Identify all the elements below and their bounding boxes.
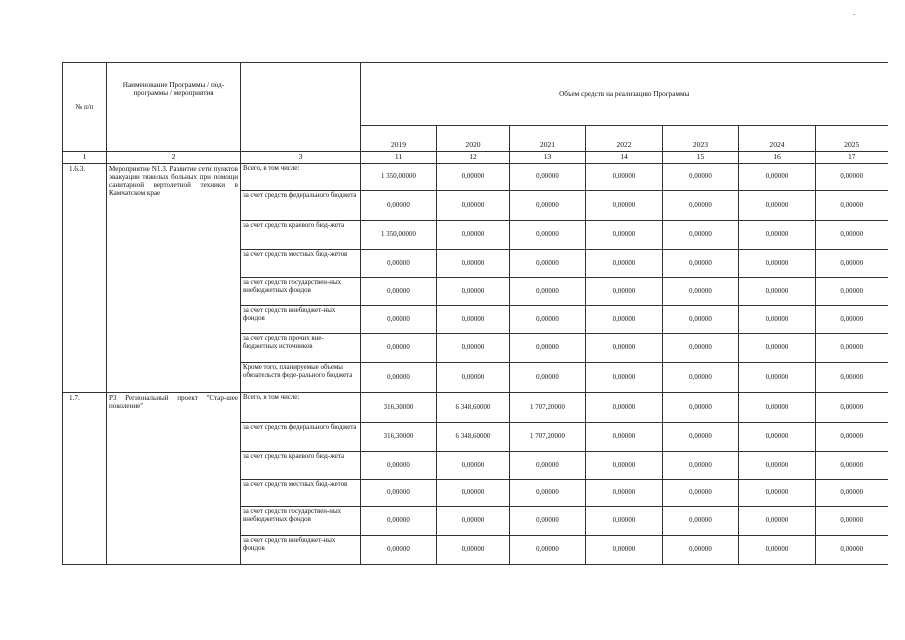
amount-2023: 0,00000 — [663, 306, 739, 334]
amount-2019: 0,00000 — [361, 334, 437, 363]
amount-2020: 0,00000 — [437, 221, 510, 250]
amount-2021: 1 707,20000 — [510, 423, 586, 452]
col-number: 13 — [510, 152, 586, 164]
funding-source: Всего, в том числе: — [241, 393, 361, 423]
amount-2023: 0,00000 — [663, 363, 739, 393]
amount-2023: 0,00000 — [663, 423, 739, 452]
amount-2023: 0,00000 — [663, 278, 739, 306]
amount-2022: 0,00000 — [586, 452, 663, 480]
amount-2020: 0,00000 — [437, 452, 510, 480]
amount-2021: 0,00000 — [510, 536, 586, 565]
amount-2022: 0,00000 — [586, 393, 663, 423]
funding-source: за счет средств федерального бюджета — [241, 191, 361, 221]
amount-2025: 0,00000 — [816, 306, 888, 334]
header-num: № п/п — [63, 63, 107, 152]
amount-2019: 316,30000 — [361, 393, 437, 423]
item-code: 1.6.3. — [63, 164, 107, 393]
amount-2022: 0,00000 — [586, 334, 663, 363]
amount-2025: 0,00000 — [816, 480, 888, 507]
funding-source: за счет средств прочих вне-бюджетных источников — [241, 334, 361, 363]
funding-source: за счет средств краевого бюд-жета — [241, 452, 361, 480]
amount-2019: 316,30000 — [361, 423, 437, 452]
amount-2023: 0,00000 — [663, 536, 739, 565]
amount-2023: 0,00000 — [663, 191, 739, 221]
col-number: 14 — [586, 152, 663, 164]
amount-2024: 0,00000 — [739, 363, 816, 393]
funding-source: за счет средств краевого бюд-жета — [241, 221, 361, 250]
amount-2024: 0,00000 — [739, 306, 816, 334]
amount-2023: 0,00000 — [663, 507, 739, 536]
amount-2025: 0,00000 — [816, 363, 888, 393]
amount-2022: 0,00000 — [586, 306, 663, 334]
amount-2019: 1 350,00000 — [361, 164, 437, 191]
amount-2024: 0,00000 — [739, 507, 816, 536]
col-number: 12 — [437, 152, 510, 164]
amount-2020: 0,00000 — [437, 507, 510, 536]
amount-2020: 0,00000 — [437, 278, 510, 306]
amount-2025: 0,00000 — [816, 191, 888, 221]
table-row — [63, 393, 888, 423]
funding-source: за счет средств внебюджет-ных фондов — [241, 536, 361, 565]
amount-2025: 0,00000 — [816, 164, 888, 191]
amount-2022: 0,00000 — [586, 278, 663, 306]
item-name: Мероприятие N1.3. Развитие сети пунктов эвакуации тяжелых больных при помощи санитарной вертолетной техники в Камчатском крае — [107, 164, 241, 393]
amount-2024: 0,00000 — [739, 334, 816, 363]
col-number: 3 — [241, 152, 361, 164]
item-name: Р3 Региональный проект "Стар-шее поколение" — [107, 393, 241, 565]
amount-2023: 0,00000 — [663, 480, 739, 507]
funding-source: Кроме того, планируемые объемы обязательств феде-рального бюджета — [241, 363, 361, 393]
amount-2021: 0,00000 — [510, 221, 586, 250]
amount-2021: 0,00000 — [510, 507, 586, 536]
amount-2020: 0,00000 — [437, 164, 510, 191]
year-2020: 2020 — [437, 126, 510, 152]
item-code: 1.7. — [63, 393, 107, 565]
amount-2024: 0,00000 — [739, 393, 816, 423]
amount-2020: 0,00000 — [437, 334, 510, 363]
amount-2024: 0,00000 — [739, 278, 816, 306]
amount-2019: 1 350,00000 — [361, 221, 437, 250]
amount-2021: 0,00000 — [510, 334, 586, 363]
amount-2019: 0,00000 — [361, 191, 437, 221]
header-volume: Объем средств на реализацию Программы — [361, 63, 888, 126]
amount-2021: 1 707,20000 — [510, 393, 586, 423]
amount-2024: 0,00000 — [739, 191, 816, 221]
amount-2021: 0,00000 — [510, 278, 586, 306]
funding-source: за счет средств внебюджет-ных фондов — [241, 306, 361, 334]
amount-2022: 0,00000 — [586, 164, 663, 191]
table-row — [63, 164, 888, 191]
amount-2020: 0,00000 — [437, 480, 510, 507]
year-2023: 2023 — [663, 126, 739, 152]
amount-2022: 0,00000 — [586, 363, 663, 393]
amount-2024: 0,00000 — [739, 480, 816, 507]
amount-2024: 0,00000 — [739, 164, 816, 191]
amount-2019: 0,00000 — [361, 507, 437, 536]
amount-2023: 0,00000 — [663, 221, 739, 250]
amount-2023: 0,00000 — [663, 250, 739, 278]
year-2021: 2021 — [510, 126, 586, 152]
amount-2025: 0,00000 — [816, 507, 888, 536]
amount-2020: 6 348,60000 — [437, 423, 510, 452]
amount-2019: 0,00000 — [361, 306, 437, 334]
header-source — [241, 63, 361, 152]
amount-2024: 0,00000 — [739, 452, 816, 480]
amount-2020: 0,00000 — [437, 363, 510, 393]
amount-2021: 0,00000 — [510, 480, 586, 507]
col-number: 15 — [663, 152, 739, 164]
page-corner-mark: - — [853, 10, 856, 18]
col-number: 16 — [739, 152, 816, 164]
amount-2022: 0,00000 — [586, 221, 663, 250]
amount-2022: 0,00000 — [586, 191, 663, 221]
year-2019: 2019 — [361, 126, 437, 152]
amount-2021: 0,00000 — [510, 164, 586, 191]
funding-source: за счет средств местных бюд-жетов — [241, 250, 361, 278]
budget-table — [62, 62, 888, 565]
amount-2025: 0,00000 — [816, 423, 888, 452]
amount-2024: 0,00000 — [739, 221, 816, 250]
amount-2025: 0,00000 — [816, 393, 888, 423]
amount-2020: 0,00000 — [437, 250, 510, 278]
amount-2023: 0,00000 — [663, 452, 739, 480]
col-number: 2 — [107, 152, 241, 164]
amount-2019: 0,00000 — [361, 363, 437, 393]
amount-2021: 0,00000 — [510, 452, 586, 480]
amount-2021: 0,00000 — [510, 306, 586, 334]
amount-2022: 0,00000 — [586, 250, 663, 278]
header-row — [63, 63, 888, 126]
amount-2021: 0,00000 — [510, 250, 586, 278]
amount-2024: 0,00000 — [739, 250, 816, 278]
amount-2025: 0,00000 — [816, 334, 888, 363]
amount-2022: 0,00000 — [586, 507, 663, 536]
col-number: 11 — [361, 152, 437, 164]
amount-2025: 0,00000 — [816, 278, 888, 306]
amount-2025: 0,00000 — [816, 250, 888, 278]
amount-2025: 0,00000 — [816, 536, 888, 565]
amount-2025: 0,00000 — [816, 452, 888, 480]
amount-2024: 0,00000 — [739, 536, 816, 565]
amount-2019: 0,00000 — [361, 536, 437, 565]
amount-2022: 0,00000 — [586, 423, 663, 452]
funding-source: за счет средств местных бюд-жетов — [241, 480, 361, 507]
amount-2021: 0,00000 — [510, 191, 586, 221]
amount-2024: 0,00000 — [739, 423, 816, 452]
funding-source: за счет средств государствен-ных внебюджетных фондов — [241, 507, 361, 536]
amount-2022: 0,00000 — [586, 536, 663, 565]
col-number: 17 — [816, 152, 888, 164]
amount-2019: 0,00000 — [361, 452, 437, 480]
amount-2019: 0,00000 — [361, 278, 437, 306]
amount-2023: 0,00000 — [663, 164, 739, 191]
header-name: Наименование Программы / под-программы / мероприятия — [107, 63, 241, 152]
amount-2020: 0,00000 — [437, 191, 510, 221]
amount-2021: 0,00000 — [510, 363, 586, 393]
amount-2020: 0,00000 — [437, 536, 510, 565]
amount-2023: 0,00000 — [663, 334, 739, 363]
amount-2020: 0,00000 — [437, 306, 510, 334]
year-2025: 2025 — [816, 126, 888, 152]
amount-2025: 0,00000 — [816, 221, 888, 250]
amount-2022: 0,00000 — [586, 480, 663, 507]
funding-source: Всего, в том числе: — [241, 164, 361, 191]
year-2024: 2024 — [739, 126, 816, 152]
col-number: 1 — [63, 152, 107, 164]
column-number-row — [63, 152, 888, 164]
amount-2023: 0,00000 — [663, 393, 739, 423]
year-2022: 2022 — [586, 126, 663, 152]
amount-2020: 6 348,60000 — [437, 393, 510, 423]
funding-source: за счет средств государствен-ных внебюджетных фондов — [241, 278, 361, 306]
amount-2019: 0,00000 — [361, 480, 437, 507]
amount-2019: 0,00000 — [361, 250, 437, 278]
funding-source: за счет средств федерального бюджета — [241, 423, 361, 452]
